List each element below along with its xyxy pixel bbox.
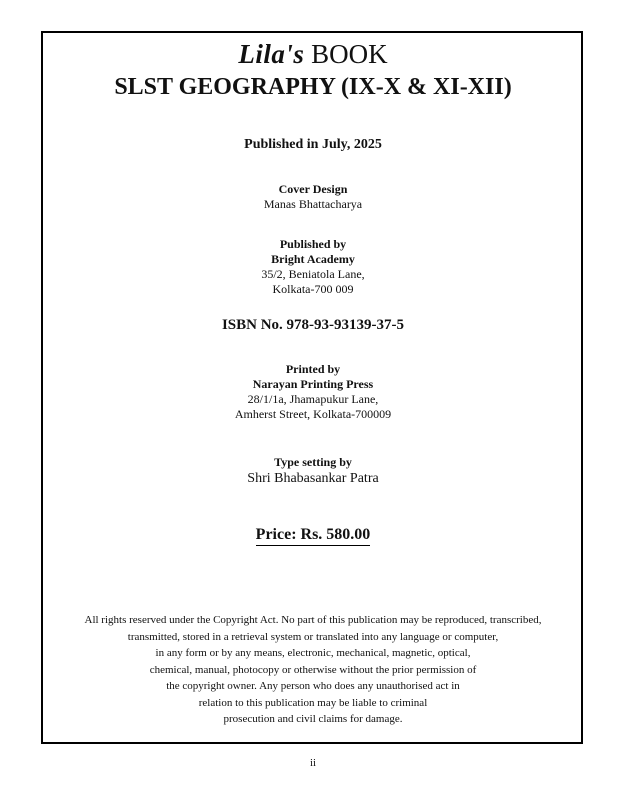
cover-design-label: Cover Design — [278, 182, 348, 196]
isbn-number: ISBN No. 978-93-93139-37-5 — [221, 317, 405, 333]
printer-name: Narayan Printing Press — [252, 377, 374, 391]
book-word: BOOK — [311, 39, 388, 69]
copyright-line: transmitted, stored in a retrieval system or translated into any language or computer, — [127, 630, 499, 643]
copyright-line: All rights reserved under the Copyright Act. No part of this publication may be reproduced, transcribed, — [84, 614, 542, 626]
copyright-line: chemical, manual, photocopy or otherwise without the prior permission of — [149, 663, 477, 676]
price-label — [0, 526, 626, 544]
typesetter-name: Shri Bhabasankar Patra — [247, 471, 379, 486]
copyright-line: in any form or by any means, electronic, mechanical, magnetic, optical, — [155, 647, 471, 659]
printer-address-line: Amherst Street, Kolkata-700009 — [234, 407, 392, 421]
publisher-name: Bright Academy — [271, 252, 355, 266]
price-text: Price: Rs. 580.00 — [256, 526, 371, 546]
copyright-line: prosecution and civil claims for damage. — [223, 713, 403, 725]
page-number: ii — [309, 757, 317, 769]
typesetting-section — [0, 455, 626, 488]
publisher-address-line: 35/2, Beniatola Lane, — [261, 267, 365, 281]
cover-designer-name: Manas Bhattacharya — [263, 197, 363, 211]
publisher-address-line: Kolkata-700 009 — [272, 282, 354, 296]
copyright-notice — [50, 612, 576, 728]
typesetting-label: Type setting by — [274, 455, 352, 469]
brand-logo-text: Lila's — [238, 39, 305, 69]
cover-design-section — [0, 182, 626, 212]
printer-address-line: 28/1/1a, Jhamapukur Lane, — [247, 392, 379, 406]
book-title: SLST GEOGRAPHY (IX-X & XI-XII) — [114, 74, 512, 100]
published-date: Published in July, 2025 — [244, 137, 382, 152]
copyright-line: the copyright owner. Any person who does any unauthorised act in — [166, 680, 460, 692]
copyright-line: relation to this publication may be liable to criminal — [198, 696, 428, 709]
printer-section — [0, 362, 626, 422]
publisher-section — [0, 237, 626, 297]
publisher-label: Published by — [279, 237, 347, 251]
printer-label: Printed by — [285, 362, 341, 376]
book-brand-title — [0, 38, 626, 70]
